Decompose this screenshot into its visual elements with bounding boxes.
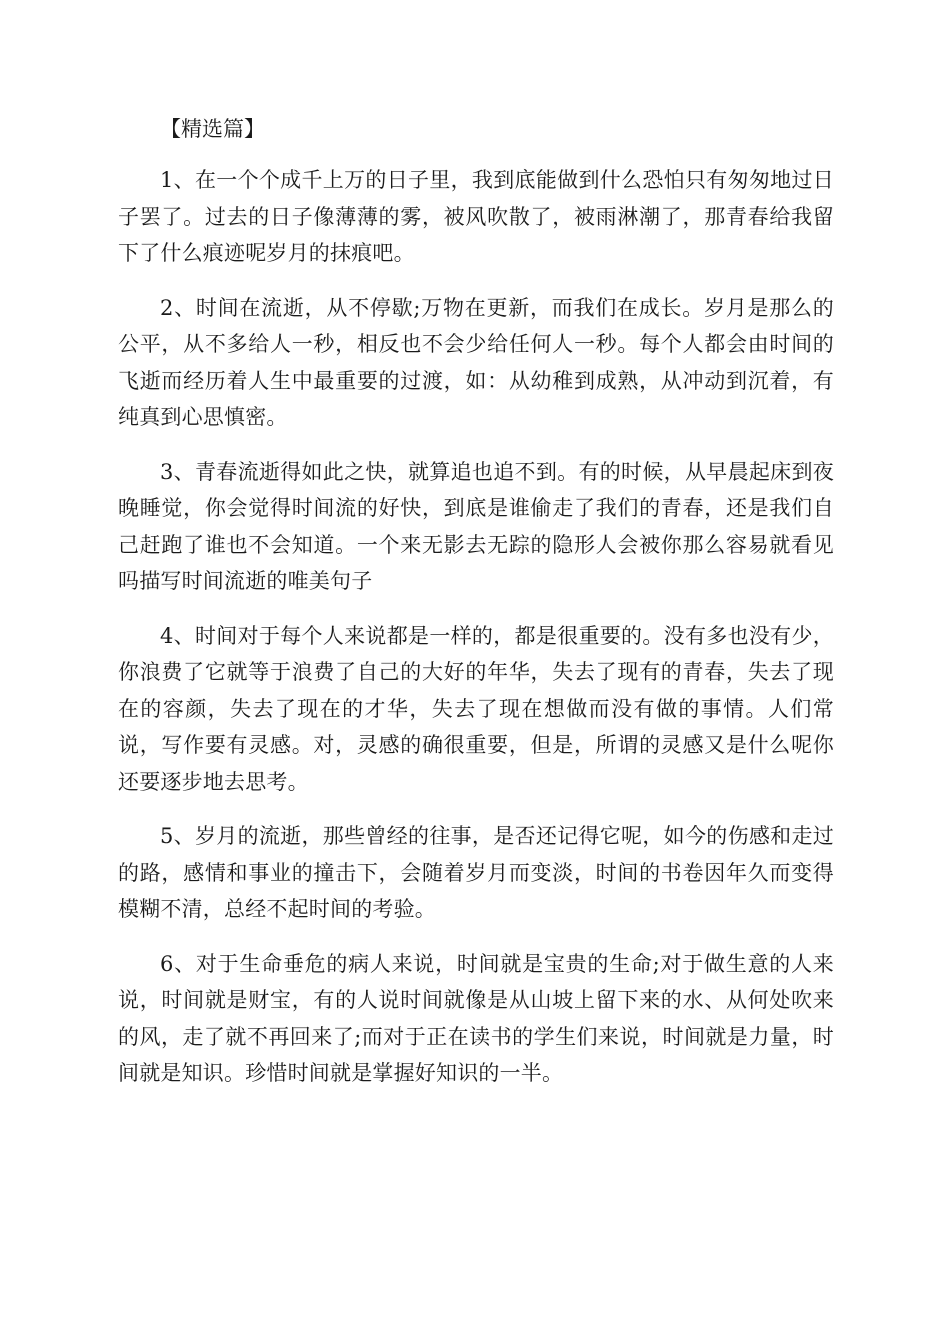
paragraph-2: 2、时间在流逝，从不停歇;万物在更新，而我们在成长。岁月是那么的公平，从不多给人一秒，相反也不会少给任何人一秒。每个人都会由时间的飞逝而经历着人生中最重要的过渡，如：从幼稚到成熟，从冲动到沉着，有纯真到心思慎密。 bbox=[118, 295, 834, 429]
document-page bbox=[118, 112, 834, 1110]
paragraph-4: 4、时间对于每个人来说都是一样的，都是很重要的。没有多也没有少，你浪费了它就等于浪费了自己的大好的年华，失去了现有的青春，失去了现在的容颜，失去了现在的才华，失去了现在想做而没有做的事情。人们常说，写作要有灵感。对，灵感的确很重要，但是，所谓的灵感又是什么呢你还要逐步地去思考。 bbox=[118, 623, 834, 794]
section-title: 【精选篇】 bbox=[160, 117, 265, 141]
paragraph-1: 1、在一个个成千上万的日子里，我到底能做到什么恐怕只有匆匆地过日子罢了。过去的日子像薄薄的雾，被风吹散了，被雨淋潮了，那青春给我留下了什么痕迹呢岁月的抹痕吧。 bbox=[118, 168, 834, 265]
paragraph-6: 6、对于生命垂危的病人来说，时间就是宝贵的生命;对于做生意的人来说，时间就是财宝，有的人说时间就像是从山坡上留下来的水、从何处吹来的风，走了就不再回来了;而对于正在读书的学生们来说，时间就是力量，时间就是知识。珍惜时间就是掌握好知识的一半。 bbox=[118, 951, 834, 1085]
paragraph-5: 5、岁月的流逝，那些曾经的往事，是否还记得它呢，如今的伤感和走过的路，感情和事业的撞击下，会随着岁月而变淡，时间的书卷因年久而变得模糊不清，总经不起时间的考验。 bbox=[118, 824, 834, 921]
paragraph-3: 3、青春流逝得如此之快，就算追也追不到。有的时候，从早晨起床到夜晚睡觉，你会觉得时间流的好快，到底是谁偷走了我们的青春，还是我们自己赶跑了谁也不会知道。一个来无影去无踪的隐形人会被你那么容易就看见吗描写时间流逝的唯美句子 bbox=[118, 459, 834, 593]
